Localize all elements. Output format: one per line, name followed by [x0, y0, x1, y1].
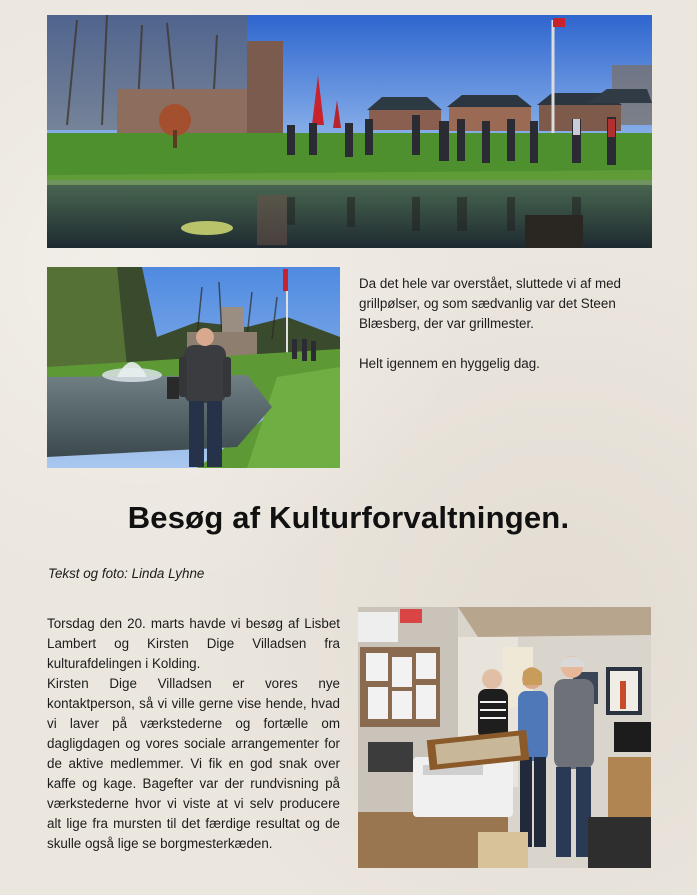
article-byline: Tekst og foto: Linda Lyhne [48, 566, 205, 581]
intro-paragraph-1: Da det hele var overstået, sluttede vi af med grillpølser, og som sædvanlig var det Steen Blæsberg, der var grillmester. [359, 276, 622, 331]
photo-man-by-fountain [47, 267, 340, 468]
photo-miniature-town-pond [47, 15, 652, 248]
article-body-paragraph-1: Torsdag den 20. marts havde vi besøg af Lisbet Lambert og Kirsten Dige Villadsen fra kulturafdelingen i Kolding. [47, 616, 340, 671]
intro-paragraph-2: Helt igennem en hyggelig dag. [359, 356, 540, 371]
article-body-paragraph-2: Kirsten Dige Villadsen er vores nye kontaktperson, så vi ville gerne vise hende, hvad vi laver på værkstederne og fortælle om dagligdagen og vores sociale arrangementer for de aktive medlemmer. Vi fik en god snak over kaffe og kage. Bagefter var der rundvisning på værkstederne hvor vi viste at vi selv producere alt lige fra mursten til det færdige resultat og de skulle også lige se borgmesterkæden. [47, 676, 340, 851]
photo-office-visit [358, 607, 651, 868]
article-title: Besøg af Kulturforvaltningen. [127, 500, 570, 535]
